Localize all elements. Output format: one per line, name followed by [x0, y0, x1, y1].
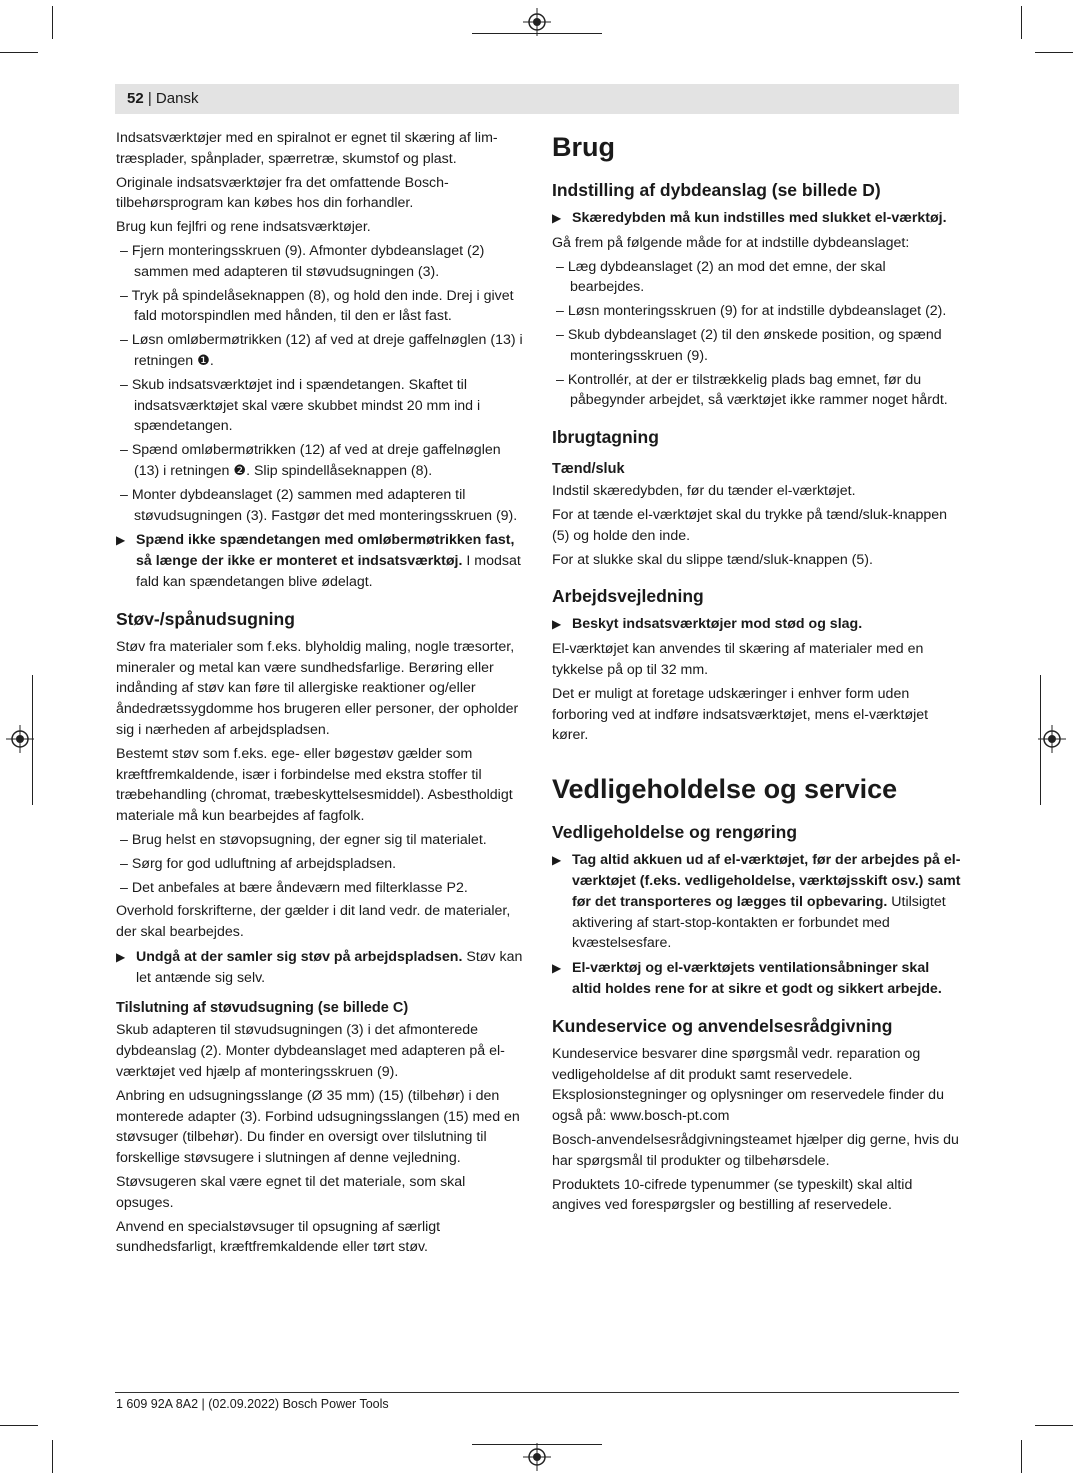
warning-arrow-icon: ▶ — [552, 211, 562, 225]
warning-text: El-værktøj og el-værktøjets ventilationsåbninger skal altid holdes rene for at sikre et godt og sikkert arbejde. — [572, 960, 942, 997]
paragraph: Produktets 10-cifrede typenummer (se typeskilt) skal altid angives ved forespørgsler og bestilling af reservedele. — [552, 1176, 913, 1214]
paragraph: Støv fra materialer som f.eks. blyholdig maling, nogle træsorter, mineraler og metal kan være sundhedsfarlige. Berøring eller indånding af støv kan føre til allergiske reaktioner og/eller åndedrætssygdomme hos brugeren eller personer, der opholder sig i nærheden af arbejdspladsen. — [116, 638, 519, 738]
paragraph: Støvsugeren skal være egnet til det materiale, som skal opsuges. — [116, 1174, 466, 1211]
crop-mark — [1035, 1425, 1073, 1426]
section-heading: Kundeservice og anvendelsesrådgivning — [552, 1015, 893, 1036]
paragraph: For at tænde el-værktøjet skal du trykke på tænd/sluk-knappen (5) og holde den inde. — [552, 506, 948, 544]
paragraph: Bosch-anvendelsesrådgivningsteamet hjælper dig gerne, hvis du har spørgsmål til produkter og tilbehørsdele. — [552, 1131, 959, 1169]
list-item: – Monter dybdeanslaget (2) sammen med adapteren til støvudsugningen (3). Fastgør det med monteringsskruen (9). — [120, 486, 518, 524]
paragraph: Bestemt støv som f.eks. ege- eller bøgestøv gælder som kræftfremkaldende, især i forbindelse med ekstra stoffer til træbehandling (chromat, træbeskyttelsesmiddel). Asbestholdigt materiale må kun bearbejdes af fagfolk. — [116, 745, 513, 825]
paragraph: For at slukke skal du slippe tænd/sluk-knappen (5). — [552, 551, 873, 568]
section-heading: Indstilling af dybdeanslag (se billede D) — [552, 180, 881, 200]
right-column — [552, 128, 962, 1219]
page-header — [115, 84, 959, 114]
paragraph: Indstil skæredybden, før du tænder el-værktøjet. — [552, 483, 856, 500]
header-language: Dansk — [155, 90, 199, 107]
crop-mark — [1021, 6, 1022, 39]
list-item: – Løsn monteringsskruen (9) for at indstille dybdeanslaget (2). — [556, 303, 947, 320]
list-item: – Sørg for god udluftning af arbejdspladsen. — [120, 855, 397, 872]
list-item: – Skub indsatsværktøjet ind i spændetangen. Skaftet til indsatsværktøjet skal være skubbet mindst 20 mm ind i spændetangen. — [120, 376, 481, 435]
warning-note — [552, 958, 962, 1000]
warning-text: Beskyt indsatsværktøjer mod stød og slag. — [572, 616, 863, 633]
warning-arrow-icon: ▶ — [552, 617, 562, 632]
header-separator: | — [143, 90, 156, 107]
subsection-heading: Tilslutning af støvudsugning (se billede C) — [116, 1000, 409, 1017]
paragraph: Det er muligt at foretage udskæringer i enhver form uden forboring ved at indføre indsatsværktøjet, mens el-værktøjet kører. — [552, 685, 929, 744]
warning-detail: Støv kan let antænde sig selv. — [136, 948, 523, 986]
page-footer: 1 609 92A 8A2 | (02.09.2022) Bosch Power Tools — [116, 1397, 389, 1411]
registration-mark-icon — [523, 1443, 551, 1471]
warning-arrow-icon: ▶ — [116, 533, 126, 548]
left-column — [116, 128, 526, 1261]
section-heading: Arbejdsvejledning — [552, 586, 704, 607]
warning-note — [552, 850, 962, 954]
paragraph: Anvend en specialstøvsuger til opsugning af særligt sundhedsfarligt, kræftfremkaldende eller tørt støv. — [116, 1218, 441, 1256]
paragraph: El-værktøjet kan anvendes til skæring af materialer med en tykkelse på op til 32 mm. — [552, 641, 924, 678]
paragraph: Anbring en udsugningsslange (Ø 35 mm) (15) (tilbehør) i den monterede adapter (3). Forbind udsugningsslangen (15) med en støvsuger (tilbehør). Du finder en oversigt over tilslutning til forskellige støvsugere i slutningen af denne vejledning. — [116, 1087, 520, 1167]
warning-text: Skæredybden må kun indstilles med slukket el-værktøj. — [572, 210, 947, 226]
paragraph: Skub adapteren til støvudsugningen (3) i det afmonterede dybdeanslag (2). Monter dybdeanslaget med adapteren på el-værktøjet ved hjælp af monteringsskruen (9). — [116, 1022, 505, 1081]
warning-text: Undgå at der samler sig støv på arbejdspladsen. — [136, 948, 463, 965]
section-heading: Støv-/spånudsugning — [116, 608, 295, 629]
warning-arrow-icon: ▶ — [552, 853, 562, 868]
paragraph: Kundeservice besvarer dine spørgsmål vedr. reparation og vedligeholdelse af dit produkt samt reservedele. Eksplosionstegninger og oplysninger om reservedele finder du også på: www.bosch-pt.com — [552, 1045, 944, 1125]
warning-text: Tag altid akkuen ud af el-værktøjet, før der arbejdes på el-værktøjet (f.eks. vedligeholdelse, værktøjsskift osv.) samt før det transporteres og lægges til opbevaring. — [572, 852, 961, 910]
list-item: – Det anbefales at bære åndeværn med filterklasse P2. — [120, 879, 468, 896]
list-item: – Løsn omløbermøtrikken (12) af ved at dreje gaffelnøglen (13) i retningen ❶. — [120, 332, 523, 369]
list-item: – Læg dybdeanslaget (2) an mod det emne, der skal bearbejdes. — [556, 258, 886, 296]
registration-mark-icon — [1038, 725, 1066, 753]
section-heading: Ibrugtagning — [552, 427, 659, 448]
chapter-heading: Vedligeholdelse og service — [552, 774, 898, 805]
section-heading: Vedligeholdelse og rengøring — [552, 822, 798, 843]
crop-mark — [52, 1440, 53, 1473]
warning-detail: Utilsigtet aktivering af start-stop-kontakten er forbundet med kvæstelsesfare. — [572, 893, 946, 952]
warning-note — [116, 530, 526, 592]
paragraph: Indsatsværktøjer med en spiralnot er egnet til skæring af lim-træsplader, spånplader, spærretræ, skumstof og plast. — [116, 130, 498, 167]
crop-mark — [1035, 52, 1073, 53]
list-item: – Fjern monteringsskruen (9). Afmonter dybdeanslaget (2) sammen med adapteren til støvudsugningen (3). — [120, 242, 485, 280]
paragraph: Gå frem på følgende måde for at indstille dybdeanslaget: — [552, 234, 910, 251]
crop-mark — [0, 52, 38, 53]
subsection-heading: Tænd/sluk — [552, 461, 625, 478]
registration-mark-icon — [523, 8, 551, 36]
paragraph: Overhold forskrifterne, der gælder i dit land vedr. de materialer, der skal bearbejdes. — [116, 903, 511, 941]
chapter-heading: Brug — [552, 132, 615, 162]
warning-note — [116, 947, 526, 989]
list-item: – Tryk på spindelåseknappen (8), og hold den inde. Drej i givet fald motorspindlen med hånden, til den er låst fast. — [120, 287, 514, 325]
warning-arrow-icon: ▶ — [552, 961, 562, 976]
list-item: – Skub dybdeanslaget (2) til den ønskede position, og spænd monteringsskruen (9). — [556, 326, 942, 364]
warning-note — [552, 208, 962, 229]
list-item: – Kontrollér, at der er tilstrækkelig plads bag emnet, før du påbegynder arbejdet, så værktøjet ikke rammer noget hårdt. — [556, 371, 948, 409]
footer-rule — [115, 1392, 959, 1393]
list-item: – Brug helst en støvopsugning, der egner sig til materialet. — [120, 831, 487, 848]
warning-detail: I modsat fald kan spændetangen blive ødelagt. — [136, 553, 521, 590]
list-item: – Spænd omløbermøtrikken (12) af ved at dreje gaffelnøglen (13) i retningen ❷. Slip spindellåseknappen (8). — [120, 442, 501, 479]
crop-mark — [52, 6, 53, 39]
paragraph: Originale indsatsværktøjer fra det omfattende Bosch-tilbehørsprogram kan købes hos din forhandler. — [116, 174, 449, 212]
warning-text: Spænd ikke spændetangen med omløbermøtrikken fast, så længe der ikke er monteret et indsatsværktøj. — [136, 532, 515, 570]
registration-mark-icon — [6, 725, 34, 753]
page-number: 52 — [127, 90, 144, 107]
paragraph: Brug kun fejlfri og rene indsatsværktøjer. — [116, 219, 371, 236]
crop-mark — [1021, 1440, 1022, 1473]
warning-arrow-icon: ▶ — [116, 949, 126, 964]
warning-note — [552, 614, 962, 635]
crop-mark — [0, 1425, 38, 1426]
